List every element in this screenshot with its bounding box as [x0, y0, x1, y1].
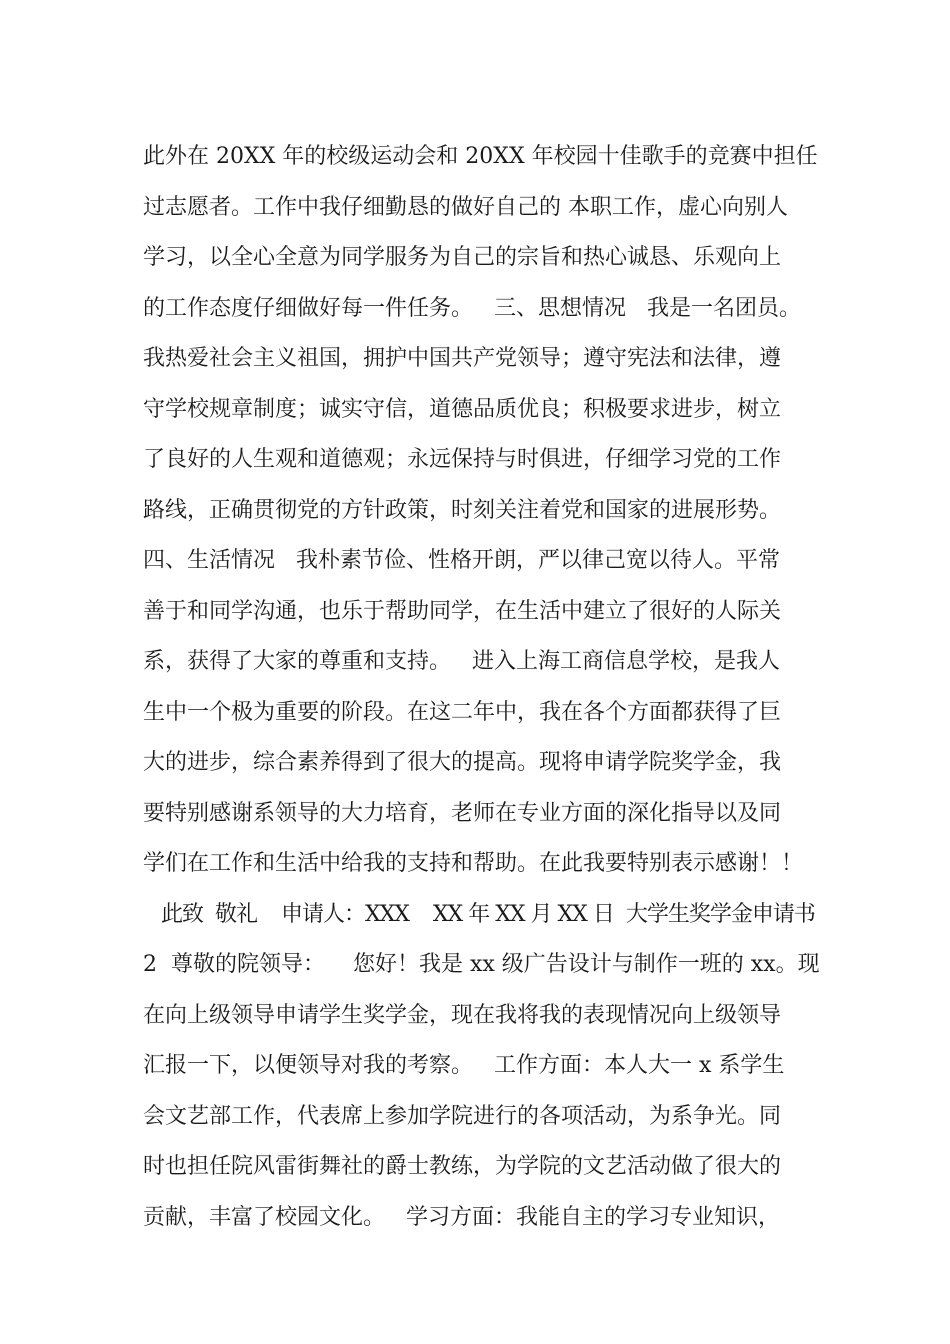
- text-line: 学们在工作和生活中给我的支持和帮助。在此我要特别表示感谢！！: [143, 851, 804, 876]
- text-line: 过志愿者。工作中我仔细勤恳的做好自己的 本职工作，虚心向别人: [143, 194, 788, 220]
- text-line: 路线，正确贯彻党的方针政策，时刻关注着党和国家的进展形势。: [143, 497, 782, 523]
- text-line: 守学校规章制度；诚实守信，道德品质优良；积极要求进步，树立: [143, 396, 782, 422]
- text-line: 汇报一下，以便领导对我的考察。 工作方面：本人大一 x 系学生: [143, 1053, 785, 1078]
- text-line: 了良好的人生观和道德观；永远保持与时俱进，仔细学习党的工作: [143, 447, 782, 472]
- text-line: 在向上级领导申请学生奖学金，现在我将我的表现情况向上级领导: [143, 1002, 782, 1028]
- text-line: 的工作态度仔细做好每一件任务。 三、思想情况 我是一名团员。: [143, 295, 801, 321]
- text-line: 2 尊敬的院领导： 您好！我是 xx 级广告设计与制作一班的 xx。现: [143, 952, 820, 977]
- text-line: 会文艺部工作，代表席上参加学院进行的各项活动，为系争光。同: [143, 1103, 782, 1129]
- text-line: 贡献，丰富了校园文化。 学习方面：我能自主的学习专业知识，: [143, 1204, 780, 1230]
- text-line: 四、生活情况 我朴素节俭、性格开朗，严以律己宽以待人。平常: [143, 548, 780, 573]
- text-line: 学习，以全心全意为同学服务为自己的宗旨和热心诚恳、乐观向上: [143, 245, 782, 270]
- document-body: [143, 132, 823, 1243]
- text-line: 要特别感谢系领导的大力培育，老师在专业方面的深化指导以及同: [143, 800, 782, 826]
- text-line: 此致 敬礼 申请人：XXX XX 年 XX 月 XX 日 大学生奖学金申请书: [143, 901, 815, 927]
- text-line: 生中一个极为重要的阶段。在这二年中，我在各个方面都获得了巨: [143, 699, 782, 725]
- text-line: 系，获得了大家的尊重和支持。 进入上海工商信息学校，是我人: [143, 649, 780, 674]
- text-line: 此外在 20XX 年的校级运动会和 20XX 年校园十佳歌手的竞赛中担任: [143, 144, 818, 169]
- text-line: 时也担任院风雷街舞社的爵士教练，为学院的文艺活动做了很大的: [143, 1154, 782, 1179]
- text-line: 我热爱社会主义祖国，拥护中国共产党领导；遵守宪法和法律，遵: [143, 346, 782, 371]
- text-line: 大的进步，综合素养得到了很大的提高。现将申请学院奖学金，我: [143, 750, 782, 775]
- text-line: 善于和同学沟通，也乐于帮助同学，在生活中建立了很好的人际关: [143, 598, 782, 624]
